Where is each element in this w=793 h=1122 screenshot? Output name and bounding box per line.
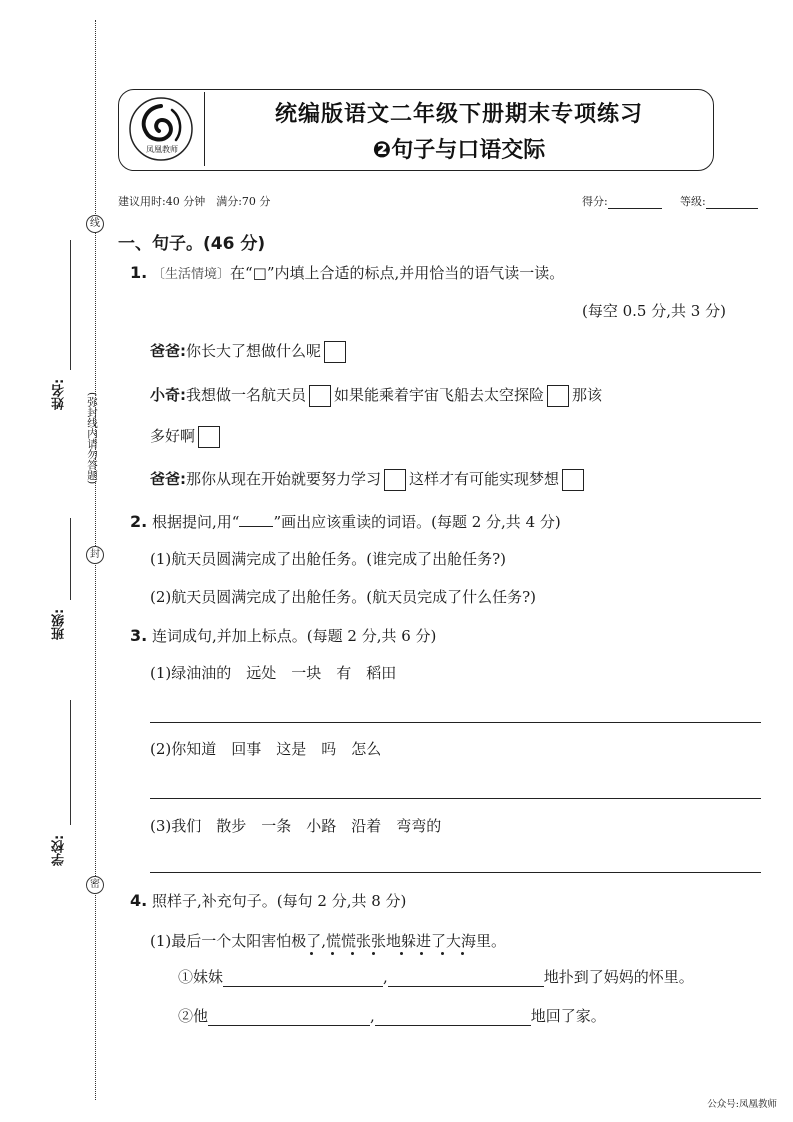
grade-label: 等级: — [680, 195, 706, 208]
score-blank[interactable] — [608, 196, 662, 209]
grade-blank[interactable] — [706, 196, 758, 209]
question-2-item-1[interactable]: (1)航天员圆满完成了出舱任务。(谁完成了出舱任务?) — [150, 550, 506, 568]
emphasis-dot — [331, 952, 334, 955]
time-and-full-score: 建议用时:40 分钟 满分:70 分 — [118, 195, 271, 208]
question-3-item-1: (1)绿油油的 远处 一块 有 稻田 — [150, 664, 397, 682]
footer-account: 公众号:凤凰教师 — [707, 1099, 777, 1110]
question-text: 照样子,补充句子。(每句 2 分,共 8 分) — [152, 892, 407, 910]
question-text: 连词成句,并加上标点。(每题 2 分,共 6 分) — [152, 627, 437, 645]
question-4 — [130, 890, 406, 911]
sentence-text: 地回了家。 — [530, 1007, 606, 1025]
context-tag: 〔生活情境〕 — [152, 267, 231, 282]
sentence-text: ②他 — [178, 1007, 209, 1025]
school-label: 学校: — [52, 834, 67, 866]
dialogue-text: 那你从现在开始就要努力学习 — [186, 470, 382, 488]
question-4-sentence-1 — [178, 966, 694, 987]
question-2 — [130, 511, 561, 532]
speaker-label: 爸爸: — [150, 470, 186, 488]
sentence-text: , — [370, 1007, 375, 1025]
punctuation-box[interactable] — [324, 341, 346, 363]
emphasis-dot — [351, 952, 354, 955]
punctuation-box[interactable] — [384, 469, 406, 491]
page-subtitle: ❷句子与口语交际 — [372, 138, 546, 163]
answer-line[interactable] — [150, 798, 761, 799]
sentence-text: , — [383, 968, 388, 986]
speaker-label: 小奇: — [150, 386, 186, 404]
emphasis-dot — [400, 952, 403, 955]
dialogue-text: 你长大了想做什么呢 — [186, 342, 322, 360]
question-number: 4. — [130, 891, 148, 910]
emphasis-dot — [420, 952, 423, 955]
sentence-text: 地扑到了妈妈的怀里。 — [543, 968, 694, 986]
question-3-item-2: (2)你知道 回事 这是 吗 怎么 — [150, 740, 382, 758]
emphasis-dot — [372, 952, 375, 955]
dialogue-text: 我想做一名航天员 — [186, 386, 307, 404]
answer-line[interactable] — [150, 722, 761, 723]
score-label: 得分: — [582, 195, 608, 208]
emphasis-dot — [441, 952, 444, 955]
question-text: 根据提问,用“ — [152, 513, 240, 531]
emphasis-dot — [310, 952, 313, 955]
dialogue-line-3 — [150, 468, 587, 491]
section-heading: 一、句子。(46 分) — [118, 234, 266, 254]
punctuation-box[interactable] — [562, 469, 584, 491]
question-number: 1. — [130, 263, 148, 282]
emphasis-dot — [461, 952, 464, 955]
logo-text: 凤凰教师 — [146, 145, 178, 154]
class-field-line[interactable] — [70, 518, 71, 600]
dialogue-line-2 — [150, 384, 602, 407]
question-2-item-2[interactable]: (2)航天员圆满完成了出舱任务。(航天员完成了什么任务?) — [150, 588, 536, 606]
question-1 — [130, 262, 564, 283]
seal-char-bottom: 密 — [86, 876, 104, 894]
question-4-sentence-2 — [178, 1005, 606, 1026]
name-field-line[interactable] — [70, 240, 71, 370]
question-3 — [130, 625, 436, 646]
question-text: ”画出应该重读的词语。(每题 2 分,共 4 分) — [273, 513, 561, 531]
speaker-label: 爸爸: — [150, 342, 186, 360]
punctuation-box[interactable] — [198, 426, 220, 448]
dialogue-text: 如果能乘着宇宙飞船去太空探险 — [334, 386, 545, 404]
question-number: 3. — [130, 626, 148, 645]
fill-blank[interactable] — [223, 968, 383, 987]
answer-line[interactable] — [150, 872, 761, 873]
punctuation-box[interactable] — [309, 385, 331, 407]
school-field-line[interactable] — [70, 700, 71, 825]
dialogue-line-1 — [150, 340, 349, 363]
question-text: 在“□”内填上合适的标点,并用恰当的语气读一读。 — [230, 264, 565, 282]
question-1-score: (每空 0.5 分,共 3 分) — [582, 302, 726, 320]
fill-blank[interactable] — [388, 968, 544, 987]
question-4-example: (1)最后一个太阳害怕极了,慌慌张张地躲进了大海里。 — [150, 932, 507, 950]
fill-blank[interactable] — [208, 1007, 370, 1026]
underline-sample — [239, 514, 273, 527]
dialogue-text: 多好啊 — [150, 427, 196, 445]
name-label: 姓名: — [52, 378, 67, 410]
question-number: 2. — [130, 512, 148, 531]
fill-blank[interactable] — [375, 1007, 531, 1026]
grade-field — [680, 193, 758, 209]
answer-boundary-note: (弥封线内请勿答题) — [86, 392, 98, 485]
class-label: 班级: — [52, 608, 67, 640]
seal-char-mid: 封 — [86, 546, 104, 564]
header-divider — [204, 92, 205, 166]
dialogue-line-2-cont — [150, 425, 223, 448]
sentence-text: ①妹妹 — [178, 968, 224, 986]
page-title: 统编版语文二年级下册期末专项练习 — [274, 102, 643, 127]
score-field — [582, 193, 662, 209]
dialogue-text: 这样才有可能实现梦想 — [409, 470, 560, 488]
seal-char-top: 线 — [86, 215, 104, 233]
dialogue-text: 那该 — [572, 386, 603, 404]
question-3-item-3: (3)我们 散步 一条 小路 沿着 弯弯的 — [150, 817, 442, 835]
punctuation-box[interactable] — [547, 385, 569, 407]
